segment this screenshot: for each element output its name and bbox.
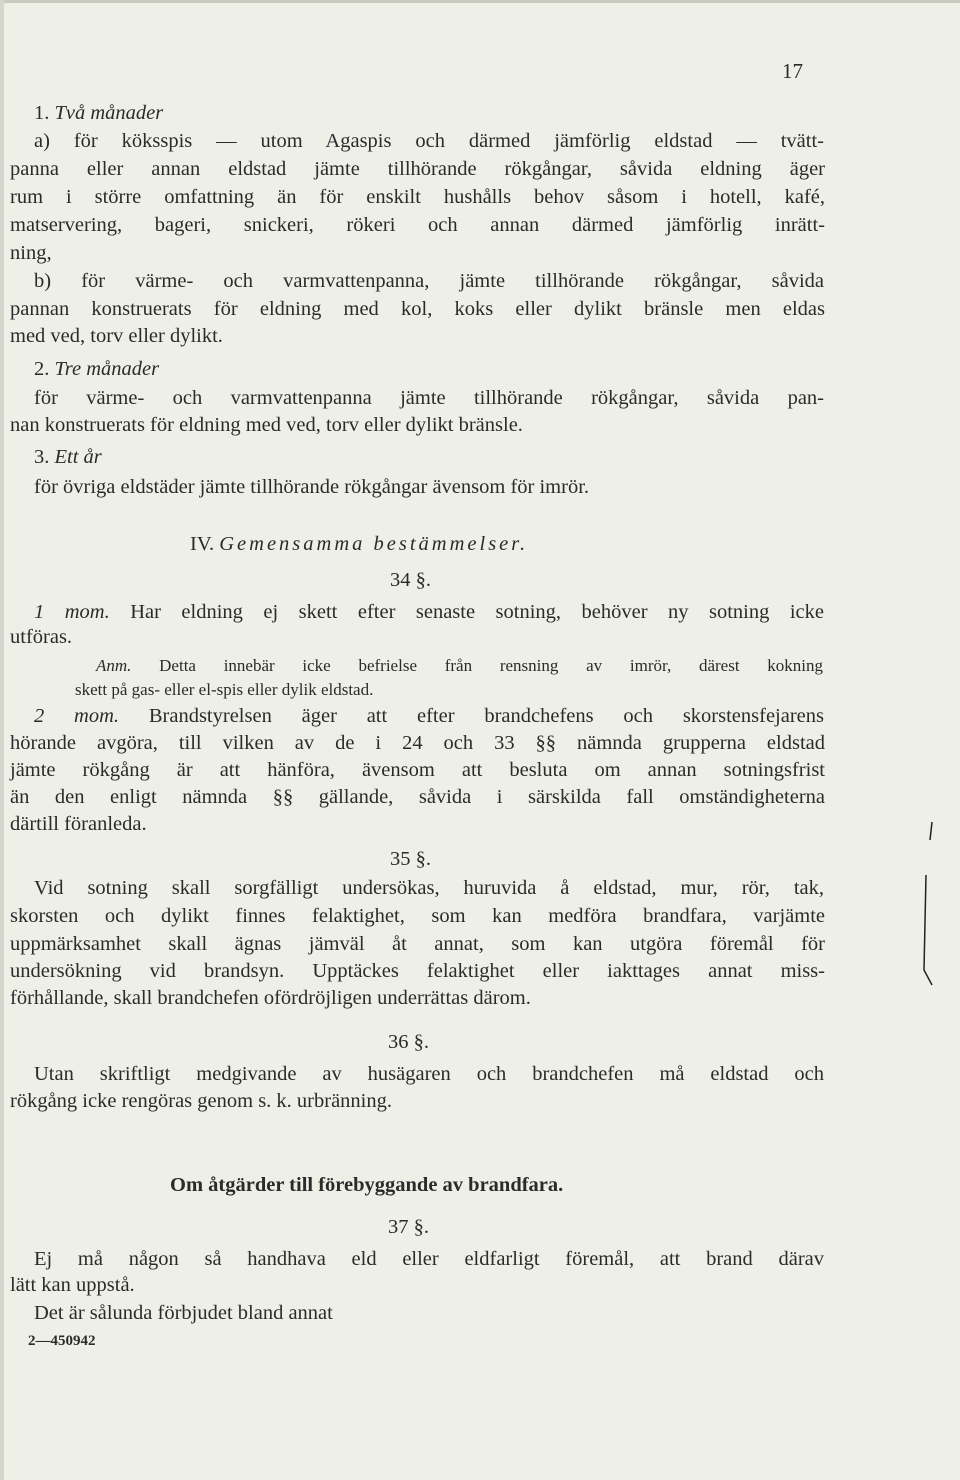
section-heading: IV. Gemensamma bestämmelser. — [190, 533, 529, 555]
top-rule — [0, 0, 960, 3]
item-1-heading: 1. Två månader — [34, 102, 164, 124]
text-line: ning, — [10, 242, 52, 264]
item-2-heading: 2. Tre månader — [34, 358, 160, 380]
text-line: uppmärksamhet skall ägnas jämväl åt annat, som kan utgöra föremål för — [10, 933, 825, 955]
text-line: skorsten och dylikt finnes felaktighet, som kan medföra brandfara, varjämte — [10, 905, 825, 927]
text-line: undersökning vid brandsyn. Upptäckes felaktighet eller iakttages annat miss- — [10, 960, 825, 982]
text-line: matservering, bageri, snickeri, rökeri och annan därmed jämförlig inrätt- — [10, 214, 825, 236]
text-line: utföras. — [10, 626, 73, 648]
text-line: 1 mom. Har eldning ej skett efter senaste sotning, behöver ny sotning icke — [34, 601, 824, 623]
text-line: panna eller annan eldstad jämte tillhörande rökgångar, såvida eldning äger — [10, 158, 825, 180]
text-line: Det är sålunda förbjudet bland annat — [34, 1302, 333, 1324]
text-line: hörande avgöra, till vilken av de i 24 och 33 §§ nämnda grupperna eldstad — [10, 732, 825, 754]
page-number: 17 — [782, 59, 803, 83]
text-line: för värme- och varmvattenpanna jämte tillhörande rökgångar, såvida pan- — [34, 387, 824, 409]
paragraph-number: 34 §. — [390, 569, 431, 591]
text-line: pannan konstruerats för eldning med kol, koks eller dylikt bränsle men eldas — [10, 298, 825, 320]
text-line: med ved, torv eller dylikt. — [10, 325, 223, 347]
text-line: rum i större omfattning än för enskilt hushålls behov såsom i hotell, kafé, — [10, 186, 825, 208]
note-line: skett på gas- eller el-spis eller dylik eldstad. — [75, 680, 374, 699]
text-line: b) för värme- och varmvattenpanna, jämte tillhörande rökgångar, såvida — [34, 270, 824, 292]
text-line: än den enligt nämnda §§ gällande, såvida i särskilda fall omständigheterna — [10, 786, 825, 808]
paragraph-number: 37 §. — [388, 1216, 429, 1238]
page-edge — [0, 0, 4, 1480]
item-3-heading: 3. Ett år — [34, 446, 102, 468]
text-line: därtill föranleda. — [10, 813, 147, 835]
print-code: 2—450942 — [28, 1333, 96, 1349]
text-line: Vid sotning skall sorgfälligt undersökas, huruvida å eldstad, mur, rör, tak, — [34, 877, 824, 899]
paragraph-number: 36 §. — [388, 1031, 429, 1053]
text-line: lätt kan uppstå. — [10, 1274, 135, 1296]
text-line: Ej må någon så handhava eld eller eldfarligt föremål, att brand därav — [34, 1248, 824, 1270]
text-line: Utan skriftligt medgivande av husägaren och brandchefen må eldstad och — [34, 1063, 824, 1085]
note-line: Anm. Detta innebär icke befrielse från rensning av imrör, därest kokning — [96, 656, 823, 675]
text-line: jämte rökgång är att hänföra, ävensom att besluta om annan sotningsfrist — [10, 759, 825, 781]
text-line: rökgång icke rengöras genom s. k. urbränning. — [10, 1090, 392, 1112]
chapter-heading: Om åtgärder till förebyggande av brandfara. — [170, 1174, 564, 1196]
paragraph-number: 35 §. — [390, 848, 431, 870]
text-line: a) för köksspis — utom Agaspis och därmed jämförlig eldstad — tvätt- — [34, 130, 824, 152]
text-line: för övriga eldstäder jämte tillhörande rökgångar ävensom för imrör. — [34, 476, 590, 498]
text-line: förhållande, skall brandchefen ofördröjligen underrättas därom. — [10, 987, 531, 1009]
text-line: 2 mom. Brandstyrelsen äger att efter brandchefens och skorstensfejarens — [34, 705, 825, 727]
margin-bracket-mark — [918, 820, 938, 990]
text-line: nan konstruerats för eldning med ved, torv eller dylikt bränsle. — [10, 414, 523, 436]
